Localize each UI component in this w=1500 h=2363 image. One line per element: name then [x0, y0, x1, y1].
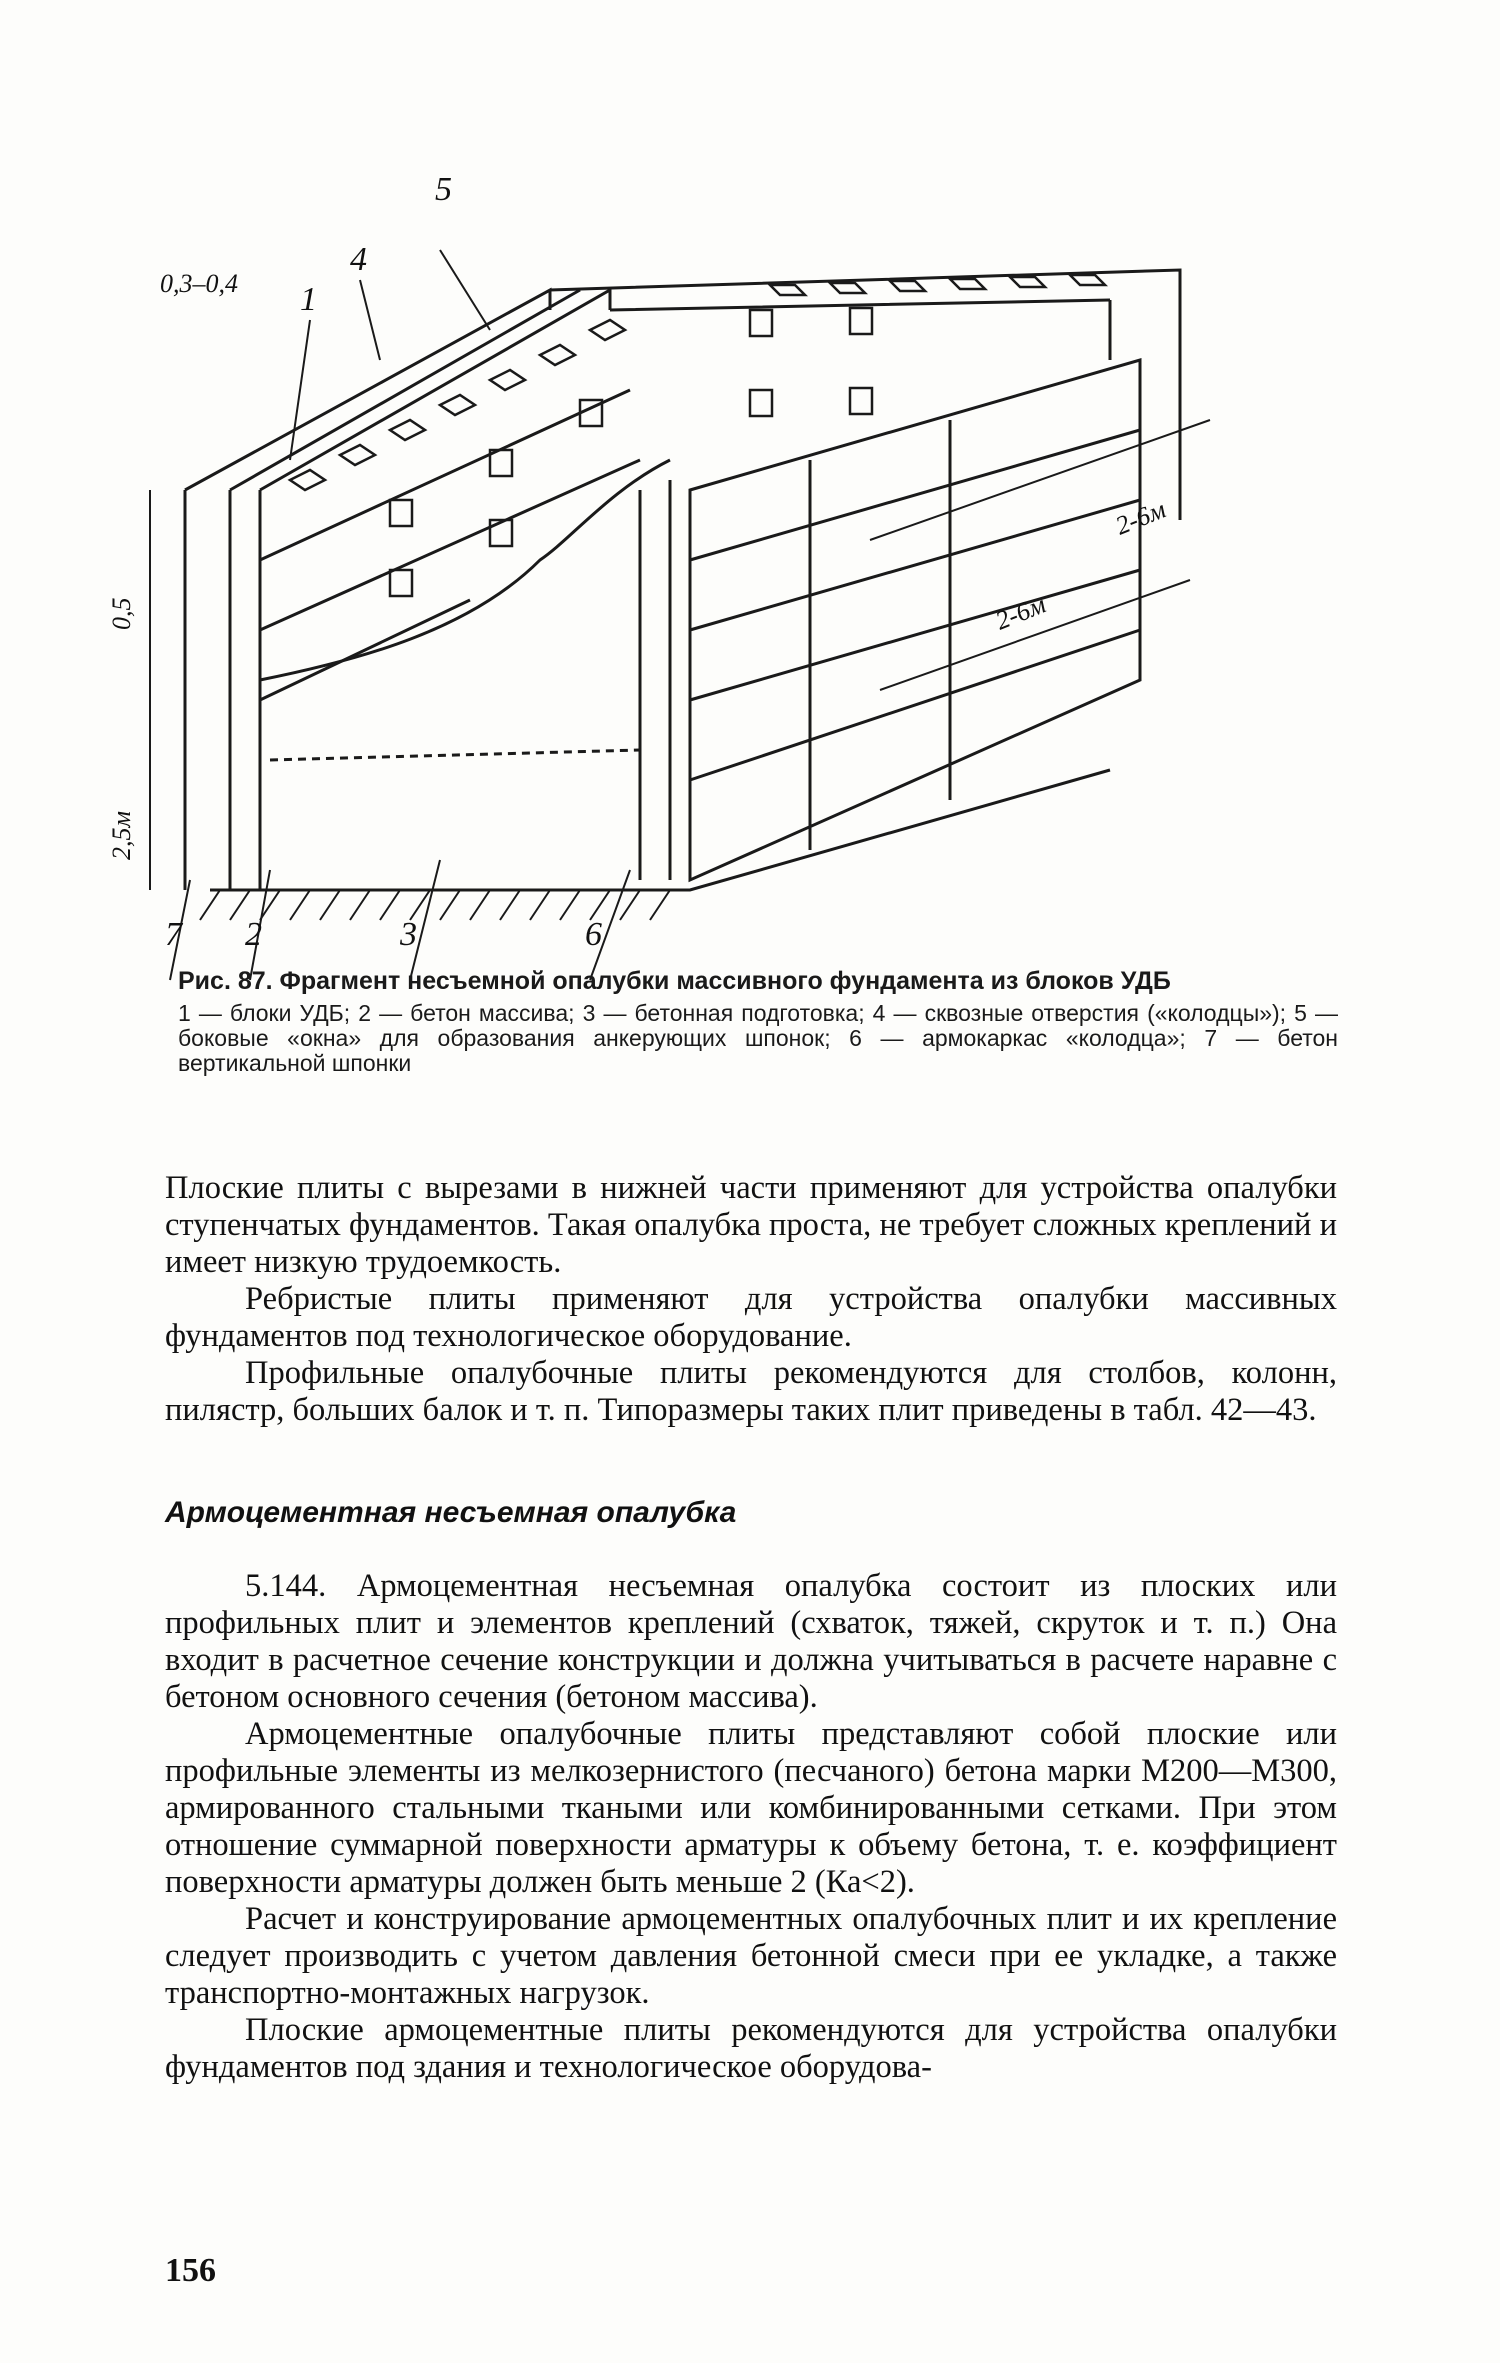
caption-title: Рис. 87. Фрагмент несъемной опалубки массивного фундамента из блоков УДБ: [178, 967, 1171, 995]
body-text-top: [165, 1170, 1337, 1429]
formwork-figure: [107, 160, 1330, 960]
paragraph: 5.144. Армоцементная несъемная опалубка состоит из плоских или профильных плит и элементов креплений (схваток, тяжей, скруток и т. п.) Она входит в расчетное сечение конструкции и должна учитываться в расчете наравне с бетоном основного сечения (бетоном массива).: [165, 1568, 1337, 1715]
section-heading: Армоцементная несъемная опалубка: [165, 1496, 737, 1529]
dim-height-0-5: 0,5: [107, 597, 136, 630]
callout-7: 7: [165, 916, 182, 953]
callout-3: 3: [400, 916, 417, 953]
callout-1: 1: [300, 281, 317, 318]
dim-height-total: 2,5м: [107, 810, 136, 860]
body-text-bottom: [165, 1568, 1337, 2086]
paragraph: Профильные опалубочные плиты рекомендуются для столбов, колонн, пилястр, больших балок и т. п. Типоразмеры таких плит приведены в табл. 42—43.: [165, 1355, 1337, 1428]
paragraph: Плоские плиты с вырезами в нижней части применяют для устройства опалубки ступенчатых фундаментов. Такая опалубка проста, не требует сложных креплений и имеет низкую трудоемкость.: [165, 1170, 1337, 1280]
callout-6: 6: [585, 916, 602, 953]
paragraph: Расчет и конструирование армоцементных опалубочных плит и их крепление следует производить с учетом давления бетонной смеси при ее укладке, а также транспортно-монтажных нагрузок.: [165, 1901, 1337, 2011]
dim-length-front: 2-6м: [991, 589, 1050, 636]
formwork-drawing: [107, 160, 1330, 960]
page-number: 156: [165, 2252, 216, 2289]
dim-length-right: 2-6м: [1111, 494, 1170, 541]
callout-2: 2: [245, 916, 262, 953]
figure-caption: [178, 968, 1338, 1076]
callout-4: 4: [350, 241, 367, 278]
paragraph: Армоцементные опалубочные плиты представляют собой плоские или профильные элементы из мелкозернистого (песчаного) бетона марки М200—М300, армированного стальными ткаными или комбинированными сетками. При этом отношение суммарной поверхности арматуры к объему бетона, т. е. коэффициент поверхности арматуры должен быть меньше 2 (Ка<2).: [165, 1716, 1337, 1900]
dim-thickness: 0,3–0,4: [160, 269, 238, 298]
paragraph: Ребристые плиты применяют для устройства опалубки массивных фундаментов под технологическое оборудование.: [165, 1281, 1337, 1354]
caption-legend: 1 — блоки УДБ; 2 — бетон массива; 3 — бетонная подготовка; 4 — сквозные отверстия («колодцы»); 5 — боковые «окна» для образования анкерующих шпонок; 6 — армокаркас «колодца»; 7 — бетон вертикальной шпонки: [178, 1000, 1338, 1076]
callout-5: 5: [435, 171, 452, 208]
paragraph: Плоские армоцементные плиты рекомендуются для устройства опалубки фундаментов под здания и технологическое оборудова-: [165, 2012, 1337, 2085]
